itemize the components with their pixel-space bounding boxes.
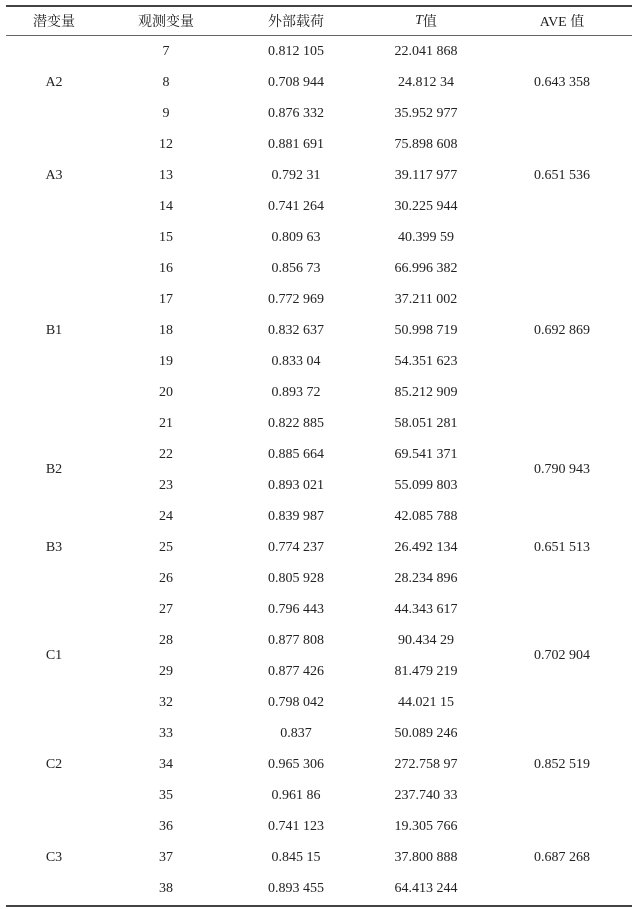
t-value-cell: 39.117 977 xyxy=(394,167,458,183)
latent-variable-cell: B2 xyxy=(45,462,63,477)
outer-loading-cell: 0.839 987 xyxy=(268,508,324,524)
table-row xyxy=(6,563,632,594)
t-value-cell: 30.225 944 xyxy=(394,198,458,214)
observed-variable-cell: 13 xyxy=(159,167,173,183)
outer-loading-cell: 0.792 31 xyxy=(271,167,321,183)
ave-value-cell: 0.702 904 xyxy=(534,648,590,663)
outer-loading-cell: 0.961 86 xyxy=(271,787,321,803)
observed-variable-cell: 28 xyxy=(159,632,173,648)
observed-variable-cell: 7 xyxy=(162,43,170,59)
observed-variable-cell: 34 xyxy=(159,756,173,772)
outer-loading-cell: 0.893 72 xyxy=(271,384,321,400)
t-value-cell: 66.996 382 xyxy=(394,260,458,276)
t-value-cell: 35.952 977 xyxy=(394,105,458,121)
latent-variable-cell: B1 xyxy=(45,322,63,338)
table-row xyxy=(6,718,632,749)
observed-variable-cell: 21 xyxy=(159,415,173,431)
outer-loading-cell: 0.798 042 xyxy=(268,694,324,710)
outer-loading-cell: 0.881 691 xyxy=(268,136,324,152)
table-row xyxy=(6,780,632,811)
observed-variable-cell: 8 xyxy=(162,74,170,90)
t-value-cell: 37.800 888 xyxy=(394,849,458,865)
header-observed: 观测变量 xyxy=(138,14,194,30)
outer-loading-cell: 0.741 264 xyxy=(268,198,324,214)
ave-value-cell: 0.790 943 xyxy=(534,462,590,477)
observed-variable-cell: 18 xyxy=(159,322,173,338)
observed-variable-cell: 14 xyxy=(159,198,173,214)
t-value-cell: 19.305 766 xyxy=(394,818,458,834)
table-row xyxy=(6,98,632,129)
header-loading: 外部载荷 xyxy=(268,14,324,30)
ave-value-cell: 0.651 536 xyxy=(534,167,590,183)
table-row xyxy=(6,408,632,439)
t-value-cell: 37.211 002 xyxy=(394,291,458,307)
outer-loading-cell: 0.796 443 xyxy=(268,601,324,617)
outer-loading-cell: 0.965 306 xyxy=(268,756,324,772)
table-row xyxy=(6,346,632,377)
t-value-cell: 58.051 281 xyxy=(394,415,458,431)
header-t-value xyxy=(368,6,484,35)
t-value-cell: 26.492 134 xyxy=(394,539,458,555)
table-bottom-rule xyxy=(6,905,632,907)
observed-variable-cell: 38 xyxy=(159,880,173,896)
t-value-cell: 81.479 219 xyxy=(394,663,458,679)
latent-variable-cell: C3 xyxy=(45,849,63,865)
observed-variable-cell: 37 xyxy=(159,849,173,865)
table-row xyxy=(6,377,632,408)
outer-loading-cell: 0.812 105 xyxy=(268,43,324,59)
table-row xyxy=(6,873,632,904)
observed-variable-cell: 20 xyxy=(159,384,173,400)
table-row xyxy=(6,253,632,284)
outer-loading-cell: 0.708 944 xyxy=(268,74,324,90)
latent-variable-cell: C1 xyxy=(45,648,63,663)
outer-loading-cell: 0.822 885 xyxy=(268,415,324,431)
outer-loading-cell: 0.809 63 xyxy=(271,229,321,245)
outer-loading-cell: 0.856 73 xyxy=(271,260,321,276)
ave-value-cell: 0.643 358 xyxy=(534,74,590,90)
table-row xyxy=(6,594,632,625)
outer-loading-cell: 0.877 426 xyxy=(268,663,324,679)
observed-variable-cell: 32 xyxy=(159,694,173,710)
observed-variable-cell: 27 xyxy=(159,601,173,617)
header-t-suffix: 值 xyxy=(422,14,437,30)
t-value-cell: 50.998 719 xyxy=(394,322,458,338)
t-value-cell: 22.041 868 xyxy=(394,43,458,59)
t-value-cell: 44.343 617 xyxy=(394,601,458,617)
observed-variable-cell: 24 xyxy=(159,508,173,524)
ave-value-cell: 0.651 513 xyxy=(534,539,590,555)
t-value-cell: 69.541 371 xyxy=(394,446,458,462)
ave-value-cell: 0.692 869 xyxy=(534,322,590,338)
t-value-cell: 24.812 34 xyxy=(398,74,454,90)
observed-variable-cell: 25 xyxy=(159,539,173,555)
t-value-cell: 50.089 246 xyxy=(394,725,458,741)
t-value-cell: 28.234 896 xyxy=(394,570,458,586)
outer-loading-cell: 0.885 664 xyxy=(268,446,324,462)
observed-variable-cell: 16 xyxy=(159,260,173,276)
observed-variable-cell: 26 xyxy=(159,570,173,586)
table-row xyxy=(6,501,632,532)
observed-variable-cell: 33 xyxy=(159,725,173,741)
t-value-cell: 64.413 244 xyxy=(394,880,458,896)
observed-variable-cell: 19 xyxy=(159,353,173,369)
outer-loading-cell: 0.832 637 xyxy=(268,322,324,338)
t-value-cell: 85.212 909 xyxy=(394,384,458,400)
t-value-cell: 272.758 97 xyxy=(394,756,458,772)
table-header-row xyxy=(6,6,632,35)
outer-loading-cell: 0.805 928 xyxy=(268,570,324,586)
observed-variable-cell: 15 xyxy=(159,229,173,245)
outer-loading-cell: 0.893 021 xyxy=(268,477,324,493)
table-row xyxy=(6,284,632,315)
observed-variable-cell: 35 xyxy=(159,787,173,803)
ave-value-cell: 0.687 268 xyxy=(534,849,590,865)
outer-loading-cell: 0.772 969 xyxy=(268,291,324,307)
outer-loading-cell: 0.876 332 xyxy=(268,105,324,121)
observed-variable-cell: 29 xyxy=(159,663,173,679)
t-value-cell: 75.898 608 xyxy=(394,136,458,152)
t-value-cell: 237.740 33 xyxy=(394,787,458,803)
table-row xyxy=(6,129,632,160)
outer-loading-cell: 0.833 04 xyxy=(271,353,321,369)
outer-loading-cell: 0.893 455 xyxy=(268,880,324,896)
outer-loading-cell: 0.845 15 xyxy=(271,849,321,865)
header-t-italic: T xyxy=(415,12,423,28)
observed-variable-cell: 36 xyxy=(159,818,173,834)
t-value-cell: 40.399 59 xyxy=(398,229,454,245)
observed-variable-cell: 23 xyxy=(159,477,173,493)
t-value-cell: 90.434 29 xyxy=(398,632,454,648)
outer-loading-cell: 0.741 123 xyxy=(268,818,324,834)
table-row xyxy=(6,191,632,222)
outer-loading-cell: 0.837 xyxy=(280,725,312,741)
latent-variable-cell: A3 xyxy=(45,167,63,183)
table-row xyxy=(6,222,632,253)
header-ave: AVE 值 xyxy=(539,14,585,30)
t-value-cell: 55.099 803 xyxy=(394,477,458,493)
latent-variable-cell: B3 xyxy=(45,539,63,555)
latent-variable-cell: A2 xyxy=(45,74,63,90)
outer-loading-cell: 0.774 237 xyxy=(268,539,324,555)
t-value-cell: 54.351 623 xyxy=(394,353,458,369)
table-row xyxy=(6,811,632,842)
observed-variable-cell: 17 xyxy=(159,291,173,307)
observed-variable-cell: 12 xyxy=(159,136,173,152)
outer-loading-cell: 0.877 808 xyxy=(268,632,324,648)
header-latent: 潜变量 xyxy=(33,14,75,30)
observed-variable-cell: 22 xyxy=(159,446,173,462)
observed-variable-cell: 9 xyxy=(162,105,170,121)
latent-variable-cell: C2 xyxy=(45,756,63,772)
t-value-cell: 44.021 15 xyxy=(398,694,454,710)
table-row xyxy=(6,36,632,67)
ave-value-cell: 0.852 519 xyxy=(534,756,590,772)
t-value-cell: 42.085 788 xyxy=(394,508,458,524)
table-row xyxy=(6,687,632,718)
